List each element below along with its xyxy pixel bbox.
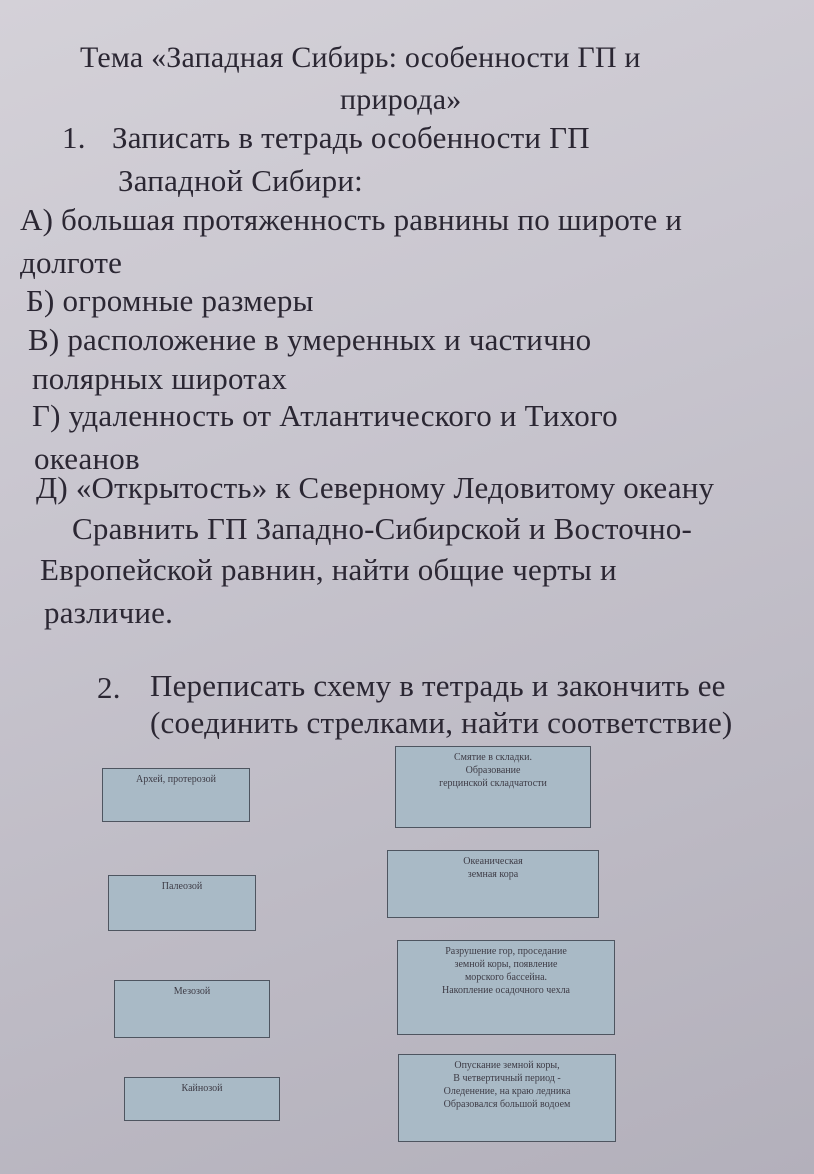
feature-a-line-1: А) большая протяженность равнины по широте и xyxy=(20,202,683,237)
task-1-text-line-2: Западной Сибири: xyxy=(118,163,363,198)
task-1-text-line-1: Записать в тетрадь особенности ГП xyxy=(112,120,590,155)
scheme-era-box xyxy=(124,1077,280,1121)
scheme-era-label: Кайнозой xyxy=(181,1083,223,1094)
scheme-era-label: Архей, протерозой xyxy=(135,774,217,785)
scheme-era-box xyxy=(114,980,270,1038)
task-2-text-line-2: (соединить стрелками, найти соответствие) xyxy=(150,705,733,740)
scheme-event-label: Океаническая земная кора xyxy=(463,856,523,880)
scheme-era-box xyxy=(102,768,250,822)
scheme-event-box xyxy=(398,1054,616,1142)
scheme-event-box xyxy=(387,850,599,918)
task-1-number: 1. xyxy=(62,120,86,155)
scheme-event-label: Опускание земной коры, В четвертичный период - Оледенение, на краю ледника Образовался большой водоем xyxy=(443,1060,571,1110)
feature-b: Б) огромные размеры xyxy=(26,283,314,318)
feature-v-line-2: полярных широтах xyxy=(32,361,288,396)
scheme-era-label: Мезозой xyxy=(173,986,211,997)
task-2-text-line-1: Переписать схему в тетрадь и закончить ее xyxy=(150,668,726,703)
scheme-event-label: Разрушение гор, проседание земной коры, появление морского бассейна. Накопление осадочного чехла xyxy=(441,946,570,996)
feature-g-line-2: океанов xyxy=(34,441,140,476)
page-title-line-1: Тема «Западная Сибирь: особенности ГП и xyxy=(80,41,641,74)
feature-v-line-1: В) расположение в умеренных и частично xyxy=(28,322,592,357)
feature-a-line-2: долготе xyxy=(20,245,123,280)
task-2-number: 2. xyxy=(97,670,121,705)
feature-g-line-1: Г) удаленность от Атлантического и Тихого xyxy=(32,398,618,433)
compare-task-line-3: различие. xyxy=(44,595,174,630)
feature-d: Д) «Открытость» к Северному Ледовитому океану xyxy=(36,470,715,505)
scheme-event-box xyxy=(395,746,591,828)
compare-task-line-1: Сравнить ГП Западно-Сибирской и Восточно- xyxy=(72,511,692,546)
scheme-era-box xyxy=(108,875,256,931)
scheme-event-box xyxy=(397,940,615,1035)
compare-task-line-2: Европейской равнин, найти общие черты и xyxy=(40,552,617,587)
scheme-event-label: Смятие в складки. Образование герцинской складчатости xyxy=(439,752,547,789)
scheme-era-label: Палеозой xyxy=(161,881,203,892)
page-title-line-2: природа» xyxy=(340,83,462,116)
